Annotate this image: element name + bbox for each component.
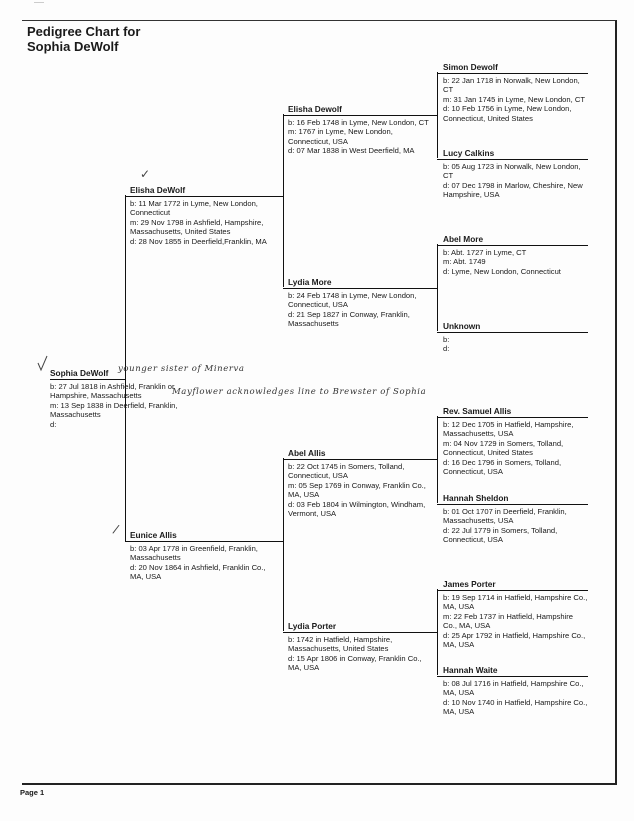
fact-birth: b: Abt. 1727 in Lyme, CT xyxy=(443,248,527,257)
person-name: Abel Allis xyxy=(288,448,326,458)
fact-marriage: m: 29 Nov 1798 in Ashfield, Hampshire, Massachusetts, United States xyxy=(130,217,264,237)
fact-death: d: 21 Sep 1827 in Conway, Franklin, Massachusetts xyxy=(288,309,410,329)
fact-birth: b: 12 Dec 1705 in Hatfield, Hampshire, Massachusetts, USA xyxy=(443,420,574,439)
connector-gen3-4 xyxy=(437,589,438,675)
fact-death: d: 10 Feb 1756 in Lyme, New London, Connecticut, United States xyxy=(443,104,572,123)
fact-birth: b: 27 Jul 1818 in Ashfield, Franklin or Hampshire, Massachusetts xyxy=(50,382,175,401)
person-hannah-waite xyxy=(443,665,588,717)
person-facts xyxy=(443,591,588,649)
person-name: Lydia More xyxy=(288,277,332,287)
title-line-2: Sophia DeWolf xyxy=(27,39,119,54)
person-lydia-more xyxy=(288,277,433,329)
fact-death: d: 28 Nov 1855 in Deerfield,Franklin, MA xyxy=(130,236,267,246)
connector-gen2-upper xyxy=(283,114,284,287)
fact-birth: b: 03 Apr 1778 in Greenfield, Franklin, Massachusetts xyxy=(130,544,258,563)
fact-birth: b: 22 Oct 1745 in Somers, Tolland, Connecticut, USA xyxy=(288,462,405,481)
fact-marriage: m: 1767 in Lyme, New London, Connecticut, USA xyxy=(288,127,393,146)
fact-birth: b: 16 Feb 1748 in Lyme, New London, CT xyxy=(288,118,429,127)
connector-gen2-lower xyxy=(283,458,284,631)
fact-death: d: xyxy=(50,419,57,429)
person-abel-allis xyxy=(288,448,433,518)
fact-birth: b: 05 Aug 1723 in Norwalk, New London, CT xyxy=(443,162,581,181)
fact-marriage: m: Abt. 1749 xyxy=(443,257,486,267)
fact-death: d: 22 Jul 1779 in Somers, Tolland, Connecticut, USA xyxy=(443,525,558,545)
check-mark-icon: / xyxy=(111,521,121,537)
fact-death: d: 15 Apr 1806 in Conway, Franklin Co., MA, USA xyxy=(288,653,422,673)
fact-death: d: 03 Feb 1804 in Wilmington, Windham, Vermont, USA xyxy=(288,499,426,519)
fact-birth: b: 22 Jan 1718 in Norwalk, New London, CT xyxy=(443,76,580,95)
fact-birth: b: 24 Feb 1748 in Lyme, New London, Connecticut, USA xyxy=(288,291,417,310)
fact-death: d: xyxy=(443,344,450,354)
person-name: Hannah Waite xyxy=(443,665,498,675)
title-line-1: Pedigree Chart for xyxy=(27,24,141,39)
person-name: Elisha Dewolf xyxy=(288,104,342,114)
person-facts xyxy=(443,677,588,717)
person-simon-dewolf xyxy=(443,62,588,123)
person-name: Rev. Samuel Allis xyxy=(443,406,512,416)
person-name: Elisha DeWolf xyxy=(130,185,186,195)
fact-death: d: 25 Apr 1792 in Hatfield, Hampshire Co., MA, USA xyxy=(443,630,586,650)
person-lucy-calkins xyxy=(443,148,588,200)
person-name: James Porter xyxy=(443,579,496,589)
fact-birth: b: 1742 in Hatfield, Hampshire, Massachusetts, United States xyxy=(288,635,393,654)
person-name: Lucy Calkins xyxy=(443,148,495,158)
fact-death: d: Lyme, New London, Connecticut xyxy=(443,266,561,276)
handwritten-note-mayflower: Mayflower acknowledges line to Brewster of Sophia xyxy=(172,387,427,397)
person-facts xyxy=(443,333,588,354)
fact-death: d: 20 Nov 1864 in Ashfield, Franklin Co., MA, USA xyxy=(130,562,266,582)
fact-birth: b: 08 Jul 1716 in Hatfield, Hampshire Co., MA, USA xyxy=(443,679,584,698)
person-lydia-porter xyxy=(288,621,433,673)
person-facts xyxy=(443,505,588,545)
connector-gen3-2 xyxy=(437,244,438,331)
check-mark-icon xyxy=(36,354,50,372)
person-sophia-dewolf xyxy=(50,368,210,429)
person-name: Sophia DeWolf xyxy=(50,368,109,378)
connector-gen3-1 xyxy=(437,72,438,158)
person-name: Simon Dewolf xyxy=(443,62,498,72)
connector-gen3-3 xyxy=(437,416,438,503)
person-james-porter xyxy=(443,579,588,649)
scan-mark xyxy=(34,2,44,3)
person-facts xyxy=(288,289,433,329)
person-unknown xyxy=(443,321,588,354)
fact-birth: b: xyxy=(443,335,450,344)
fact-death: d: 07 Dec 1798 in Marlow, Cheshire, New Hampshire, USA xyxy=(443,180,583,200)
fact-birth: b: 19 Sep 1714 in Hatfield, Hampshire Co., MA, USA xyxy=(443,593,588,612)
person-facts xyxy=(288,460,433,518)
person-name: Hannah Sheldon xyxy=(443,493,509,503)
person-name: Abel More xyxy=(443,234,484,244)
fact-birth: b: 11 Mar 1772 in Lyme, New London, Connecticut xyxy=(130,199,258,218)
fact-marriage: m: 31 Jan 1745 in Lyme, New London, CT xyxy=(443,94,585,104)
person-hannah-sheldon xyxy=(443,493,588,545)
fact-birth: b: 01 Oct 1707 in Deerfield, Franklin, Massachusetts, USA xyxy=(443,507,567,526)
person-facts xyxy=(288,116,433,156)
fact-death: d: 07 Mar 1838 in West Deerfield, MA xyxy=(288,146,415,156)
person-eunice-allis xyxy=(130,530,278,582)
page-number: Page 1 xyxy=(20,788,45,797)
person-name: Unknown xyxy=(443,321,481,331)
person-facts xyxy=(130,542,278,582)
person-name: Lydia Porter xyxy=(288,621,337,631)
person-elisha-dewolf-1772 xyxy=(130,185,278,246)
fact-death: d: 16 Dec 1796 in Somers, Tolland, Connecticut, USA xyxy=(443,457,562,477)
fact-marriage: m: 05 Sep 1769 in Conway, Franklin Co., MA, USA xyxy=(288,480,426,500)
person-facts xyxy=(443,246,588,276)
person-facts xyxy=(288,633,433,673)
person-rev-samuel-allis xyxy=(443,406,588,476)
person-facts xyxy=(130,197,278,246)
fact-death: d: 10 Nov 1740 in Hatfield, Hampshire Co., MA, USA xyxy=(443,697,588,717)
handwritten-note-younger-sister: younger sister of Minerva xyxy=(118,364,245,374)
fact-marriage: m: 13 Sep 1838 in Deerfield, Franklin, Massachusetts xyxy=(50,400,178,420)
person-facts xyxy=(443,160,588,200)
person-facts xyxy=(443,74,588,123)
check-mark-icon: ✓ xyxy=(140,167,151,181)
page-title xyxy=(27,24,140,54)
fact-marriage: m: 04 Nov 1729 in Somers, Tolland, Connecticut, United States xyxy=(443,438,564,458)
person-abel-more xyxy=(443,234,588,276)
person-elisha-dewolf-1748 xyxy=(288,104,433,156)
person-facts xyxy=(443,418,588,476)
person-name: Eunice Allis xyxy=(130,530,177,540)
fact-marriage: m: 22 Feb 1737 in Hatfield, Hampshire Co., MA, USA xyxy=(443,611,574,631)
